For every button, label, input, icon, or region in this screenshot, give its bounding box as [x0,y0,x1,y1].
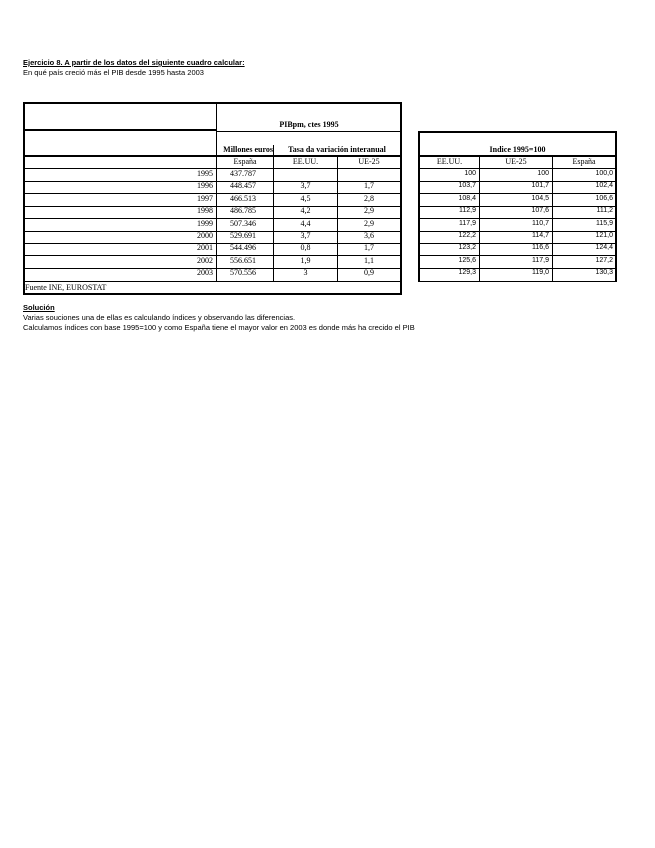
row-espana: 448.457 [230,181,256,191]
row-espana: 507.346 [230,218,256,228]
row-ue25: 2,9 [364,206,374,216]
idx-row-eeuu: 125,6 [458,256,476,264]
idx-row-eeuu: 129,3 [458,269,476,277]
row-eeuu: 3,7 [300,181,311,191]
row-ue25: 1,7 [364,181,374,191]
idx-row-ue25: 101,7 [531,182,549,190]
row-year: 1998 [197,206,213,216]
idx-row-espana: 106,6 [595,194,613,202]
row-year: 2001 [197,243,213,253]
idx-row-eeuu: 117,9 [459,219,476,227]
idx-row-espana: 130,3 [595,269,613,277]
pib-header: PIBpm, ctes 1995 [279,120,339,129]
idx-row-espana: 127,2 [595,256,613,264]
idx-row-espana: 115,9 [596,219,613,227]
solution-line-1: Varias souciones una de ellas es calculando índices y observando las diferencias. [23,313,296,322]
idx-row-eeuu: 112,9 [459,207,476,215]
row-espana: 529.691 [230,231,256,240]
row-eeuu: 4,5 [300,193,311,203]
idx-row-espana: 111,2 [596,207,613,215]
index-header: Indice 1995=100 [489,145,546,154]
row-year: 1997 [197,193,213,203]
row-espana: 486.785 [230,206,256,216]
row-year: 2002 [197,255,213,265]
row-ue25: 1,7 [364,243,374,253]
row-ue25: 1,1 [364,255,374,265]
idx-row-ue25: 100 [537,170,549,177]
idx-row-eeuu: 123,2 [458,244,476,252]
exercise-question: En qué país creció más el PIB desde 1995 hasta 2003 [23,68,204,77]
row-eeuu: 4,2 [300,206,311,216]
row-year: 1999 [197,218,213,228]
idx-row-eeuu: 122,2 [458,232,476,239]
row-eeuu: 4,4 [300,218,311,228]
idx-row-espana: 102,4 [595,182,613,190]
row-eeuu: 1,9 [300,255,311,265]
row-eeuu: 3,7 [300,231,311,240]
col-eeuu-header: EE.UU. [292,157,319,166]
idx-col-ue25-header: UE-25 [505,157,527,166]
millones-header: Millones euros [223,145,273,154]
solution-line-2: Calculamos índices con base 1995=100 y como España tiene el mayor valor en 2003 es donde más ha crecido el PIB [23,323,415,332]
row-ue25: 2,8 [364,193,374,203]
exercise-title: Ejercicio 8. A partir de los datos del siguiente cuadro calcular: [23,58,245,67]
row-year: 2003 [197,268,213,278]
row-eeuu: 3 [303,268,308,278]
tasa-header: Tasa da variación interanual [288,145,386,154]
row-espana: 437.787 [230,169,256,178]
row-eeuu: 0,8 [300,243,311,253]
idx-row-ue25: 104,5 [531,194,549,202]
solution-title: Solución [23,303,55,312]
row-espana: 556.651 [230,255,256,265]
col-ue25-header: UE-25 [358,157,380,166]
source-note: Fuente INE, EUROSTAT [25,283,107,292]
idx-row-ue25: 116,6 [532,244,549,252]
idx-row-espana: 124,4 [595,244,613,252]
row-espana: 466.513 [230,193,256,203]
idx-row-ue25: 119,0 [532,269,549,277]
row-year: 1996 [197,181,213,191]
row-ue25: 0,9 [364,268,374,278]
idx-row-espana: 121,0 [595,232,613,239]
idx-row-ue25: 107,6 [531,207,549,215]
idx-col-eeuu-header: EE.UU. [436,157,463,166]
idx-row-eeuu: 103,7 [458,182,476,190]
row-year: 1995 [197,169,213,178]
idx-row-eeuu: 108,4 [458,194,476,202]
idx-row-ue25: 117,9 [532,256,549,264]
row-espana: 544.496 [230,243,256,253]
idx-row-eeuu: 100 [464,170,476,177]
row-ue25: 2,9 [364,218,374,228]
col-espana-header: España [233,157,257,166]
row-year: 2000 [197,231,213,240]
idx-col-espana-header: España [572,157,596,166]
idx-row-espana: 100,0 [595,170,613,177]
idx-row-ue25: 110,7 [532,219,549,227]
idx-row-ue25: 114,7 [532,232,549,239]
row-espana: 570.556 [230,268,256,278]
row-ue25: 3,6 [364,231,374,240]
